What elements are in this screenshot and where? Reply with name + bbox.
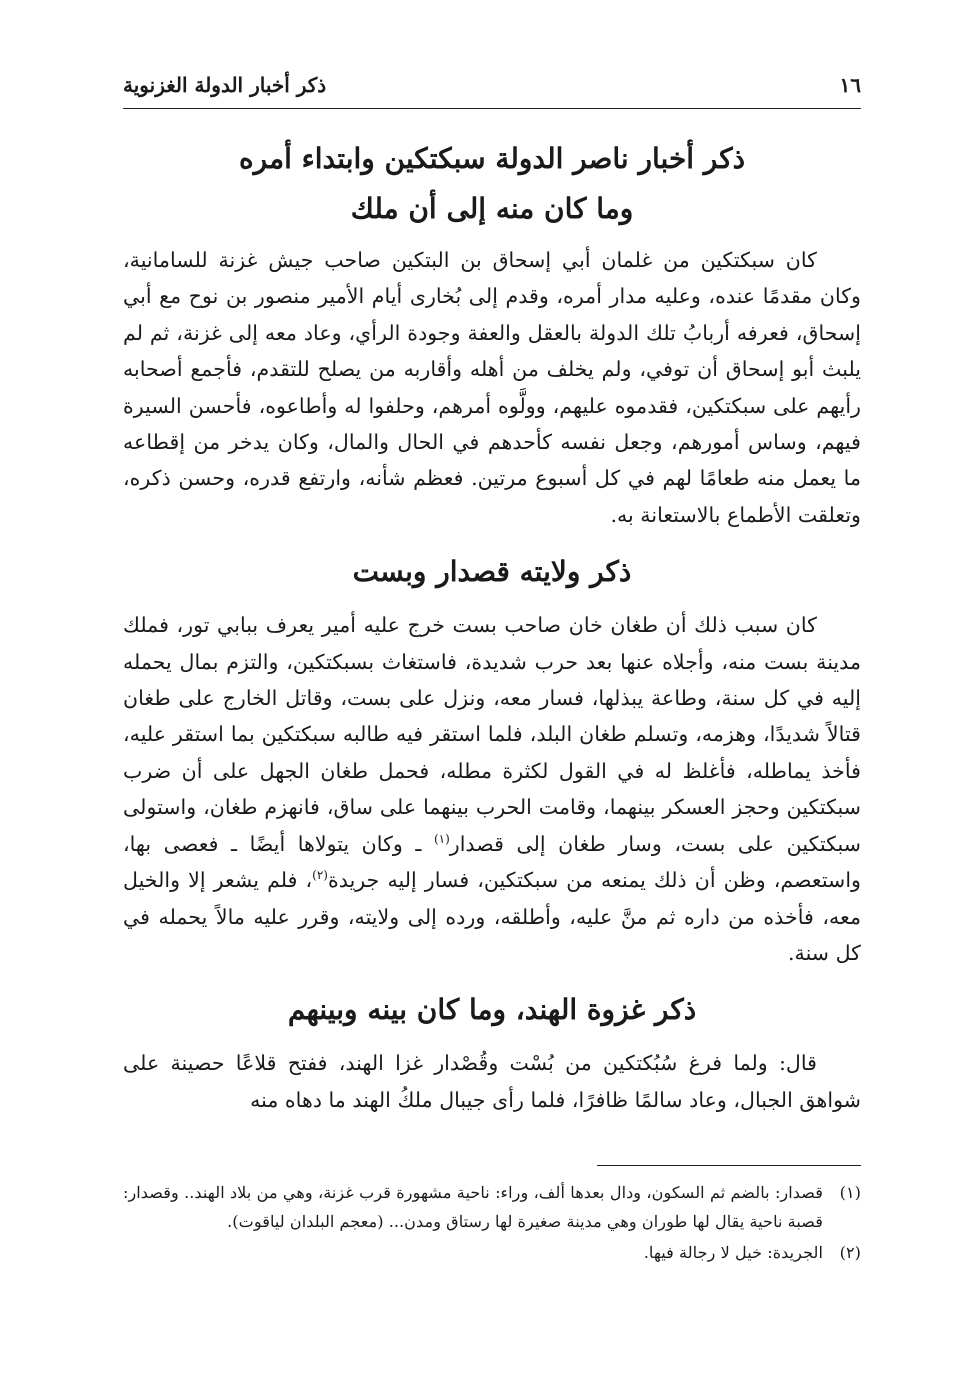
section-title-india-campaign: ذكر غزوة الهند، وما كان بينه وبينهم — [287, 993, 697, 1027]
footnote-number: (٢) — [839, 1243, 861, 1262]
section-title-line: وما كان منه إلى أن ملك — [350, 192, 634, 225]
footnote-text: قصدار: بالضم ثم السكون، ودال بعدها ألف، وراء: ناحية مشهورة قرب غزنة، وهي من بلاد الهند.. وقصدار: قصبة ناحية يقال لها طوران وهي مدينة صغيرة لها رستاق ومدن... (معجم البلدان لياقوت). — [123, 1183, 823, 1231]
paragraph — [123, 607, 861, 971]
running-title: ذكر أخبار الدولة الغزنوية — [123, 73, 327, 97]
footnote — [123, 1238, 861, 1267]
paragraph: كان سبكتكين من غلمان أبي إسحاق بن البتكين صاحب جيش غزنة للسامانية، وكان مقدمًا عنده، وعليه مدار أمره، وقدم إلى بُخارى أيام الأمير منصور بن نوح مع أبي إسحاق، فعرفه أربابُ تلك الدولة بالعقل والعفة وجودة الرأي، وعاد معه إلى غزنة، ثم لم يلبث أبو إسحاق أن توفي، ولم يخلف من أهله وأقاربه من يصلح للتقدم، فأجمع أصحابه رأيهم على سبكتكين، فقدموه عليهم، وولَّوه أمرهم، وحلفوا له وأطاعوه، فأحسن السيرة فيهم، وساس أمورهم، وجعل نفسه كأحدهم في الحال والمال، وكان يدخر من إقطاعه ما يعمل منه طعامًا لهم في كل أسبوع مرتين. فعظم شأنه، وارتفع قدره، وحسن ذكره، وتعلقت الأطماع بالاستعانة به. — [123, 248, 861, 527]
paragraph-text: ـ وكان يتولاها أيضًا ـ فعصى بها، واستعصم، وظن أن ذلك يمنعه من سبكتكين، فسار إليه جريدة — [123, 831, 861, 893]
footnote-rule — [597, 1165, 861, 1166]
running-header — [123, 68, 861, 102]
paragraph-text: كان سبب ذلك أن طغان خان صاحب بست خرج عليه أمير يعرف ببابي تور، فملك مدينة بست منه، وأجلاه عنها بعد حرب شديدة، فاستغاث بسبكتكين، والتزم بمال يحمله إليه في كل سنة، وطاعة يبذلها، فسار معه، ونزل على بست، وقاتل الخارج على طغان قتالاً شديدًا، وهزمه، وتسلم طغان البلد، فلما استقر فيه طالبه سبكتكين بما استقر عليه، فأخذ يماطله، فأغلظ له في القول لكثرة مطله، فحمل طغان الجهل على أن ضرب سبكتكين وحجز العسكر بينهما، وقامت الحرب بينهما على ساق، فانهزم طغان، واستولى سبكتكين على بست، وسار طغان إلى قصدار — [123, 613, 861, 856]
paragraph-text: ، فلم يشعر إلا والخيل معه، فأخذه من داره ثم منَّ عليه، وأطلقه، ورده إلى ولايته، وقرر عليه مالاً يحمله في كل سنة. — [123, 868, 861, 965]
section-title-qusdar-bust: ذكر ولايته قصدار وبست — [352, 555, 632, 589]
section-title-nasir-al-dawla — [123, 134, 861, 234]
footnote — [123, 1178, 861, 1236]
paragraph: قال: ولما فرغ سُبُكتكين من بُسْت وقُصْدار غزا الهند، ففتح قلاعًا حصينة على شواهق الجبال، وعاد سالمًا ظافرًا، فلما رأى جيبال ملكُ الهند ما دهاه منه — [123, 1051, 861, 1112]
footnotes — [123, 1178, 861, 1269]
header-rule — [123, 108, 861, 109]
footnote-marker[interactable]: (٢) — [312, 868, 328, 883]
footnote-marker[interactable]: (١) — [433, 831, 450, 846]
section-title-line: ذكر أخبار ناصر الدولة سبكتكين وابتداء أمره — [238, 142, 746, 175]
main-text — [123, 128, 861, 1118]
footnote-text: الجريدة: خيل لا رجالة فيها. — [643, 1243, 823, 1262]
footnote-number: (١) — [839, 1183, 861, 1202]
page-number: ١٦ — [839, 73, 861, 97]
